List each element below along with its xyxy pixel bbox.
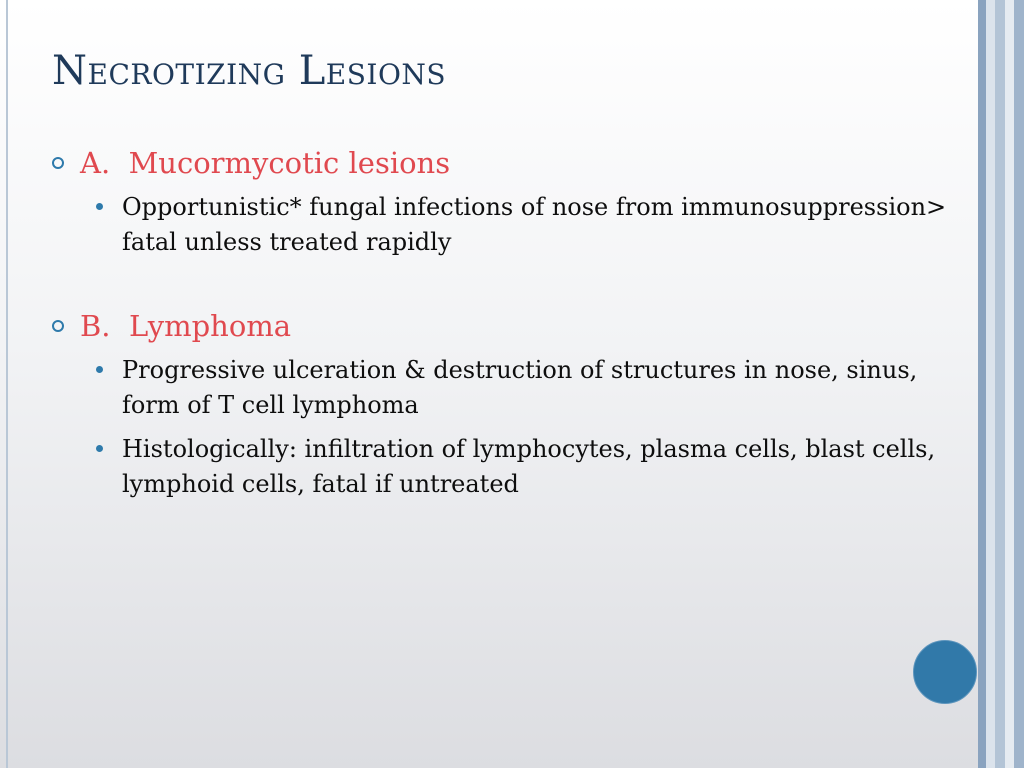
dot-bullet-icon [96, 366, 103, 373]
dot-bullet-icon [96, 203, 103, 210]
bullet-text: Opportunistic* fungal infections of nose from immunosuppression> fatal unless treated rapidly [122, 193, 947, 256]
bullet-item [52, 190, 982, 260]
decorative-circle [913, 640, 977, 704]
section-heading: A. Mucormycotic lesions [80, 146, 451, 180]
decorative-bar [1005, 0, 1014, 768]
section-heading-item [52, 307, 982, 345]
dot-bullet-icon [96, 445, 103, 452]
section-spacer [52, 269, 982, 307]
bullet-item [52, 353, 982, 423]
bullet-item [52, 432, 982, 502]
slide-content [52, 144, 982, 511]
decorative-bar [986, 0, 995, 768]
decorative-bar [1014, 0, 1024, 768]
ring-bullet-icon [52, 320, 64, 332]
ring-bullet-icon [52, 157, 64, 169]
right-decorative-bars [978, 0, 1024, 768]
section-heading: B. Lymphoma [80, 309, 292, 343]
slide-title: Necrotizing Lesions [52, 48, 447, 94]
left-edge-line [6, 0, 8, 768]
bullet-text: Histologically: infiltration of lymphocytes, plasma cells, blast cells, lymphoid cells, fatal if untreated [122, 435, 936, 498]
bullet-text: Progressive ulceration & destruction of structures in nose, sinus, form of T cell lymphoma [122, 356, 918, 419]
section-heading-item [52, 144, 982, 182]
decorative-bar [995, 0, 1005, 768]
